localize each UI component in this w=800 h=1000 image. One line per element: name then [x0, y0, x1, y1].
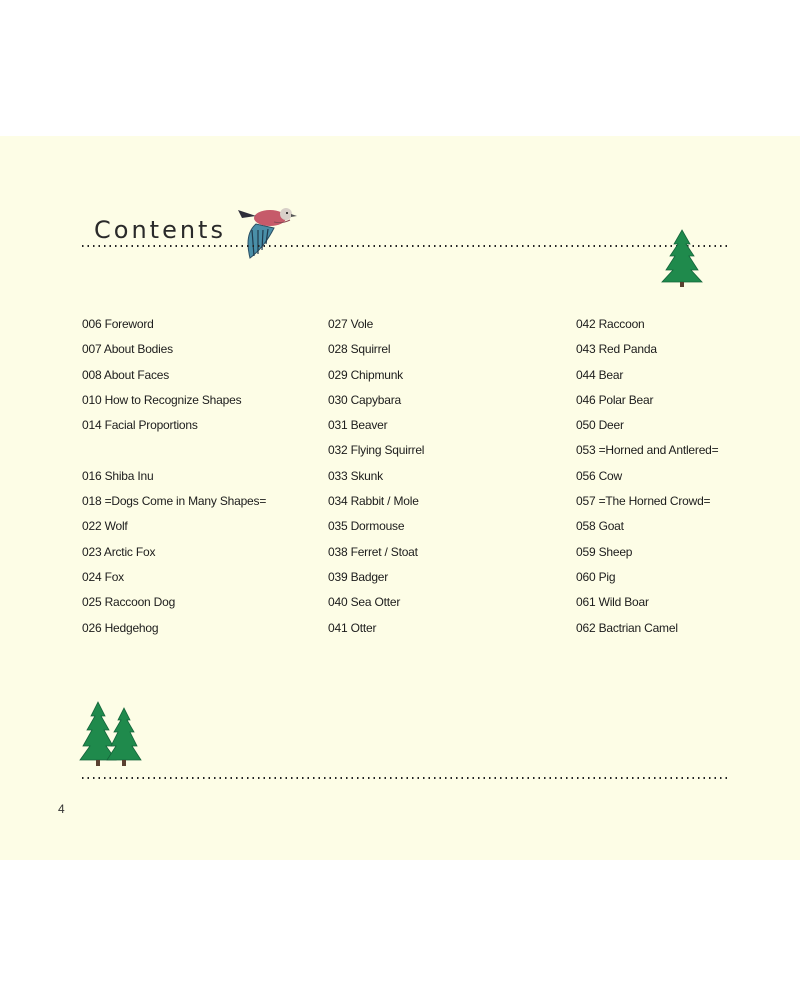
toc-entry — [82, 493, 302, 518]
toc-column-2 — [328, 316, 548, 645]
toc-entry-title: Squirrel — [350, 342, 391, 357]
toc-page — [0, 136, 800, 860]
toc-entry — [328, 468, 548, 493]
toc-entry-title: Shiba Inu — [104, 468, 154, 483]
jay-bird-illustration — [234, 200, 304, 264]
toc-page-number: 041 — [328, 620, 348, 635]
toc-entry — [328, 367, 548, 392]
toc-entry-title: Chipmunk — [350, 367, 403, 382]
toc-entry-title: Badger — [350, 569, 389, 584]
toc-entry-title: About Faces — [103, 367, 170, 382]
toc-page-number: 029 — [328, 367, 348, 382]
toc-entry-title: Pig — [598, 569, 616, 584]
toc-page-number: 038 — [328, 544, 348, 559]
toc-page-number: 010 — [82, 392, 102, 407]
toc-entry — [82, 620, 302, 645]
toc-page-number: 034 — [328, 494, 348, 509]
toc-entry-title: Bear — [598, 367, 624, 382]
toc-entry-title: =Horned and Antlered= — [598, 443, 719, 458]
toc-page-number: 043 — [576, 342, 596, 357]
toc-entry-title: Dormouse — [350, 519, 405, 534]
toc-page-number: 061 — [576, 595, 596, 610]
toc-entry — [82, 518, 302, 543]
toc-entry-title: Goat — [598, 519, 624, 534]
toc-entry-title: Deer — [598, 418, 624, 433]
toc-entry-title: Red Panda — [598, 342, 657, 357]
toc-entry — [576, 392, 796, 417]
toc-entry-title: Beaver — [350, 418, 388, 433]
toc-entry-title: About Bodies — [103, 342, 173, 357]
page-title: Contents — [94, 216, 226, 244]
toc-entry-title: Capybara — [350, 392, 401, 407]
toc-entry-title: Fox — [104, 569, 124, 584]
toc-page-number: 016 — [82, 468, 102, 483]
toc-entry-title: Facial Proportions — [104, 418, 198, 433]
toc-entry-title: Wild Boar — [598, 595, 649, 610]
toc-page-number: 026 — [82, 620, 102, 635]
toc-page-number: 059 — [576, 544, 596, 559]
toc-entry-title: Otter — [350, 620, 377, 635]
toc-entry — [576, 417, 796, 442]
toc-entry — [328, 544, 548, 569]
toc-entry — [82, 594, 302, 619]
toc-page-number: 025 — [82, 595, 102, 610]
toc-entry — [576, 367, 796, 392]
toc-page-number: 008 — [82, 367, 102, 382]
toc-entry — [576, 442, 796, 467]
toc-page-number: 033 — [328, 468, 348, 483]
toc-entry — [576, 341, 796, 366]
toc-entry — [82, 316, 302, 341]
toc-entry — [328, 316, 548, 341]
toc-entry — [576, 620, 796, 645]
toc-entry — [82, 468, 302, 493]
toc-page-number: 062 — [576, 620, 596, 635]
toc-entry — [576, 518, 796, 543]
dotted-divider-bottom — [82, 776, 730, 780]
toc-entry — [82, 392, 302, 417]
toc-entry-title: Wolf — [104, 519, 128, 534]
twin-fir-trees-illustration — [78, 700, 144, 768]
toc-page-number: 035 — [328, 519, 348, 534]
toc-page-number: 018 — [82, 494, 102, 509]
toc-entry-title: Hedgehog — [104, 620, 159, 635]
toc-entry — [328, 569, 548, 594]
toc-entry-title: Arctic Fox — [103, 544, 156, 559]
toc-entry — [328, 518, 548, 543]
toc-entry-title: Bactrian Camel — [598, 620, 678, 635]
toc-page-number: 007 — [82, 342, 102, 357]
toc-page-number: 032 — [328, 443, 348, 458]
toc-entry-title: Polar Bear — [598, 392, 654, 407]
fir-tree-illustration — [660, 228, 704, 288]
toc-page-number: 058 — [576, 519, 596, 534]
toc-page-number: 046 — [576, 392, 596, 407]
toc-page-number: 027 — [328, 317, 348, 331]
toc-entry — [576, 594, 796, 619]
toc-entry — [328, 417, 548, 442]
toc-page-number: 023 — [82, 544, 102, 559]
toc-entry — [576, 569, 796, 594]
toc-entry-title: How to Recognize Shapes — [104, 392, 242, 407]
toc-entry-title: Vole — [350, 317, 374, 331]
toc-entry — [576, 316, 796, 341]
toc-column-3 — [576, 316, 796, 645]
toc-entry-title: =The Horned Crowd= — [598, 494, 711, 509]
toc-page-number: 022 — [82, 519, 102, 534]
toc-entry-title: Raccoon Dog — [104, 595, 176, 610]
toc-entry-title: Raccoon — [598, 317, 645, 331]
toc-entry-title: Ferret / Stoat — [350, 544, 418, 559]
toc-entry-title: =Dogs Come in Many Shapes= — [104, 494, 267, 509]
toc-column-1 — [82, 316, 302, 645]
toc-page-number: 056 — [576, 468, 596, 483]
toc-entry — [328, 493, 548, 518]
toc-page-number: 006 — [82, 317, 102, 331]
toc-page-number: 030 — [328, 392, 348, 407]
toc-entry — [82, 341, 302, 366]
toc-entry-title: Rabbit / Mole — [350, 494, 419, 509]
toc-entry — [82, 417, 302, 442]
toc-page-number: 031 — [328, 418, 348, 433]
toc-page-number: 028 — [328, 342, 348, 357]
toc-entry — [328, 442, 548, 467]
toc-page-number: 060 — [576, 569, 596, 584]
toc-page-number: 050 — [576, 418, 596, 433]
toc-entry-title: Skunk — [350, 468, 383, 483]
toc-entry — [328, 620, 548, 645]
toc-entry — [82, 367, 302, 392]
toc-entry — [82, 569, 302, 594]
toc-entry — [328, 341, 548, 366]
toc-page-number: 057 — [576, 494, 596, 509]
toc-entry — [328, 392, 548, 417]
toc-page-number: 044 — [576, 367, 596, 382]
toc-page-number: 014 — [82, 418, 102, 433]
toc-page-number: 024 — [82, 569, 102, 584]
dotted-divider-top — [82, 244, 730, 248]
toc-entry — [328, 594, 548, 619]
toc-entry — [576, 468, 796, 493]
toc-entry-title: Foreword — [104, 317, 154, 331]
toc-entry-title: Sheep — [598, 544, 633, 559]
toc-page-number: 040 — [328, 595, 348, 610]
toc-entry-title: Cow — [598, 468, 622, 483]
toc-entry-title: Flying Squirrel — [350, 443, 425, 458]
toc-entry-title: Sea Otter — [350, 595, 401, 610]
toc-entry — [82, 544, 302, 569]
toc-page-number: 053 — [576, 443, 596, 458]
toc-page-number: 042 — [576, 317, 596, 331]
toc-entry — [576, 493, 796, 518]
toc-page-number: 039 — [328, 569, 348, 584]
toc-entry — [576, 544, 796, 569]
page-number: 4 — [58, 802, 65, 816]
